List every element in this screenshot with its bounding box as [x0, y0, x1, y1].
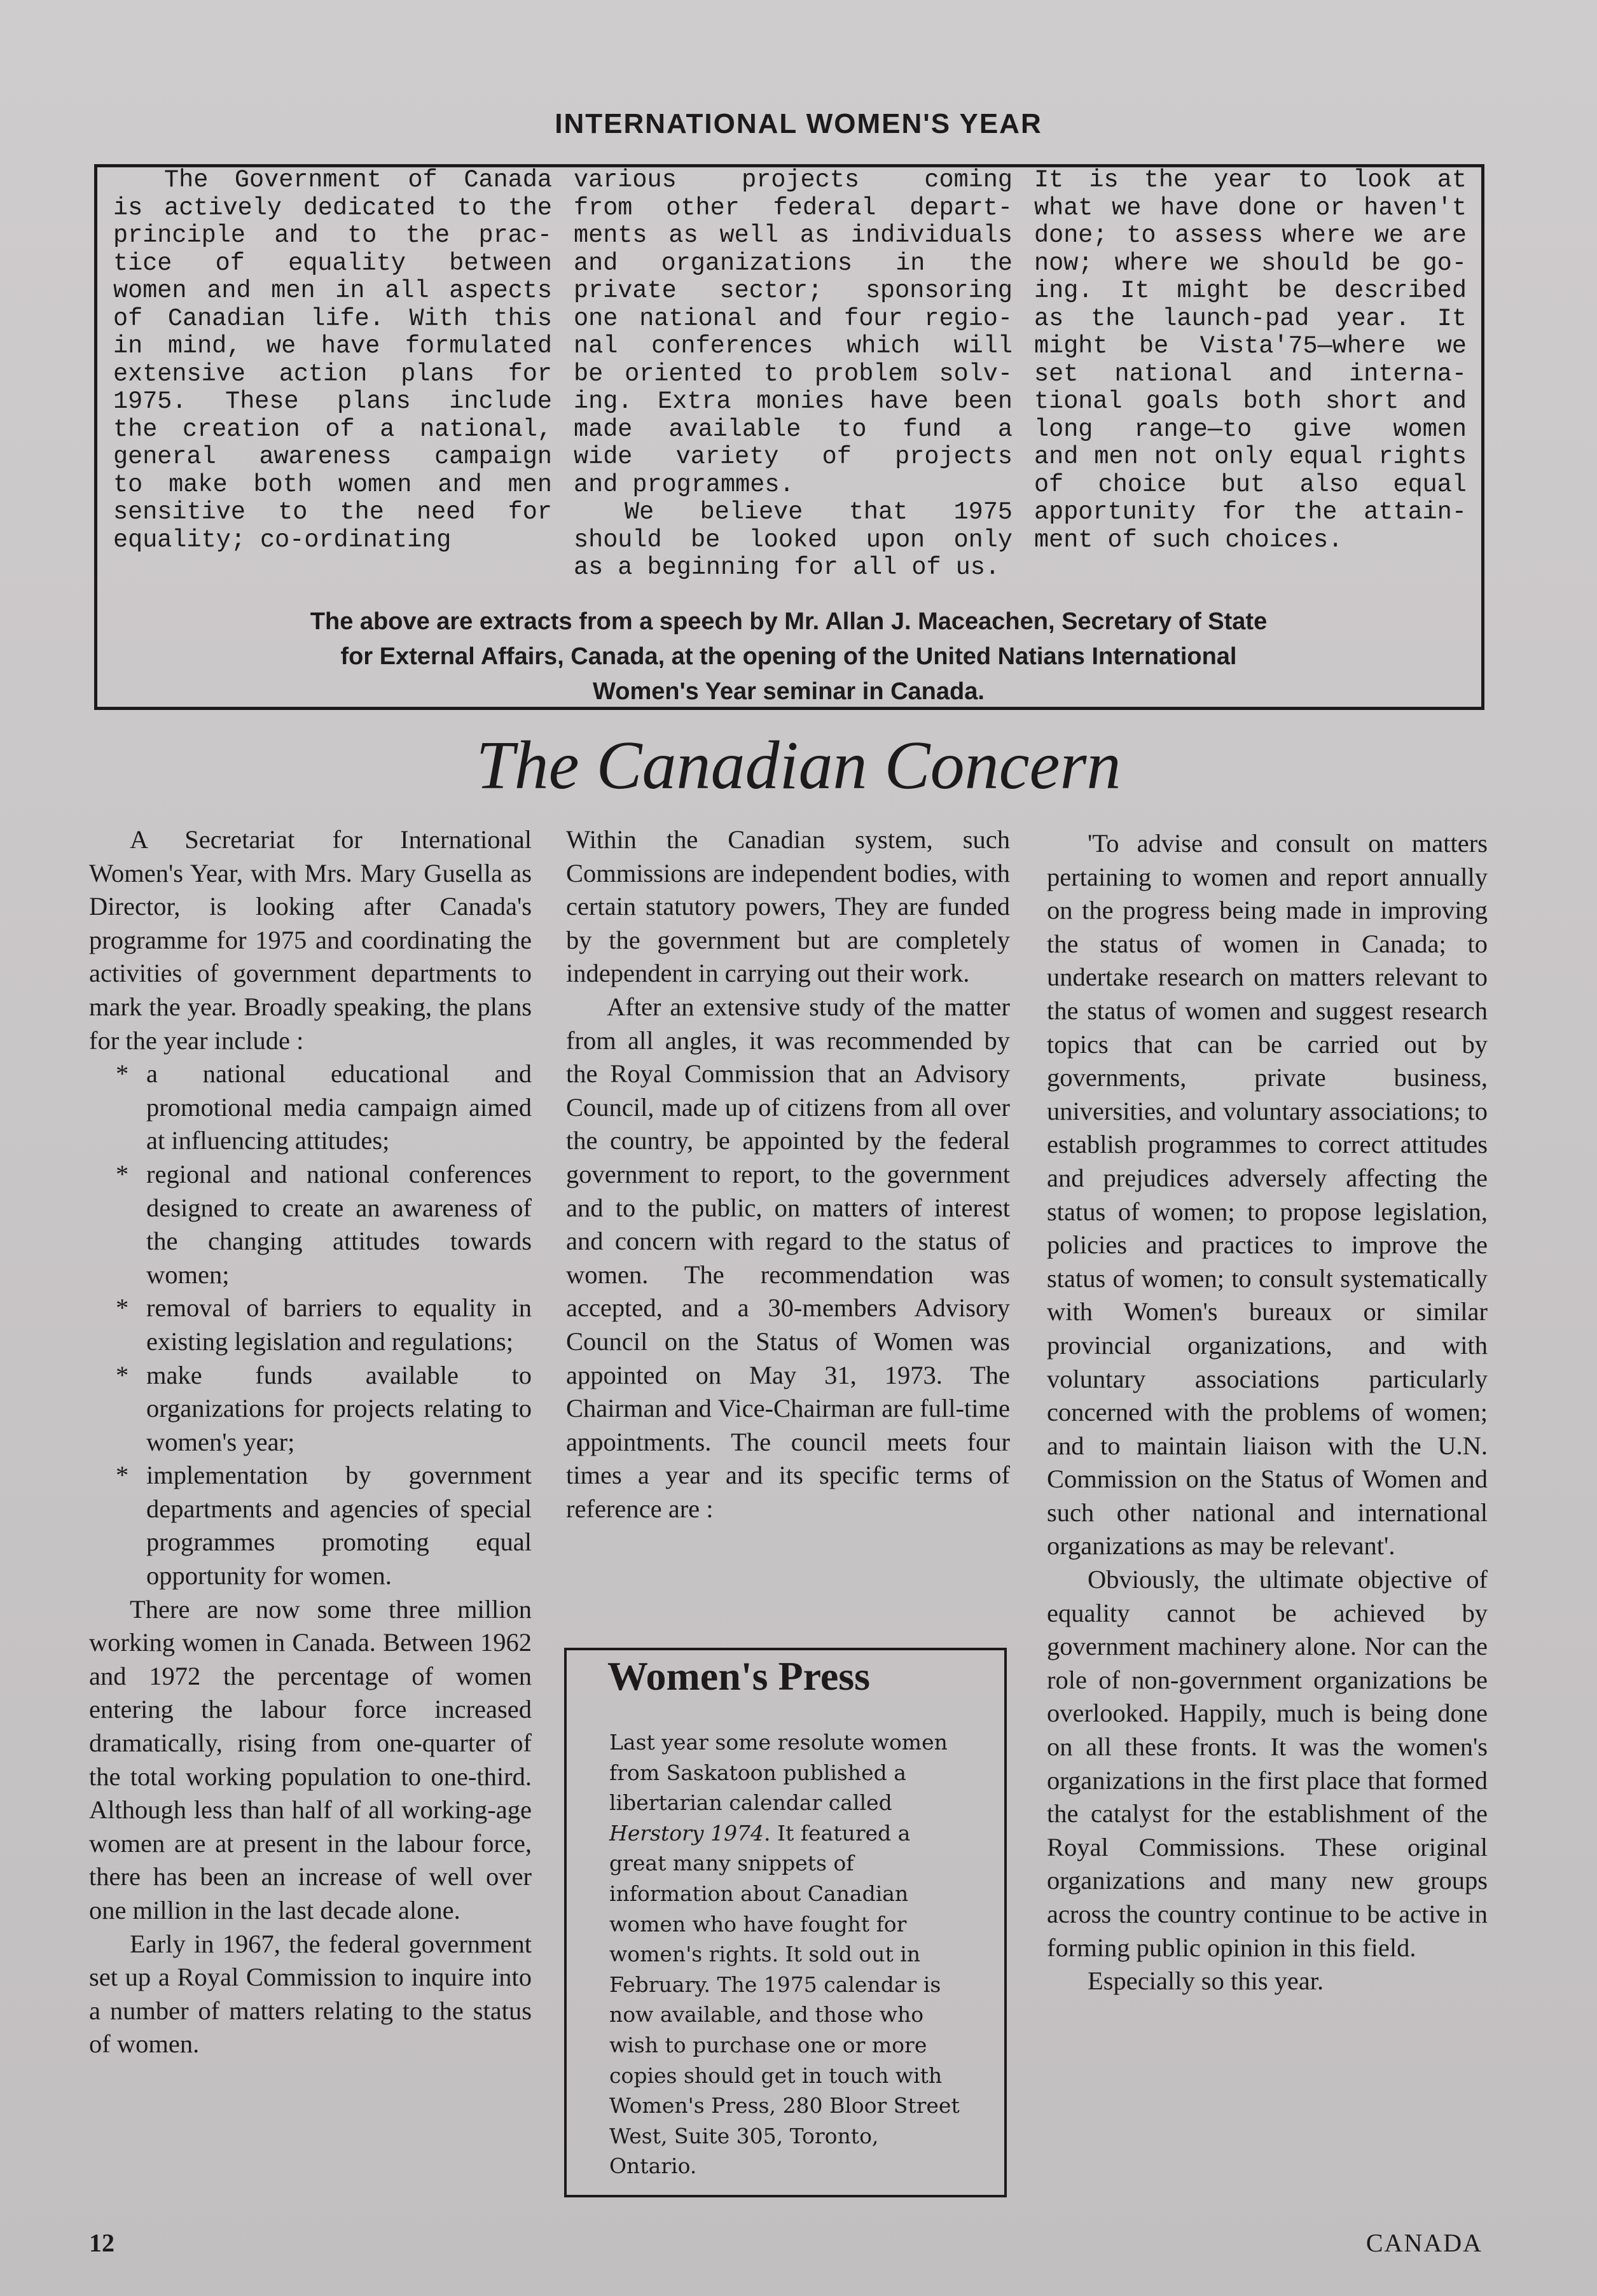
- speech-line: now; where we should be go-: [1034, 249, 1467, 277]
- article-title: The Canadian Concern: [476, 728, 1121, 804]
- sidebar-title: Women's Press: [607, 1653, 871, 1699]
- article-paragraph: Obviously, the ultimate objective of equality cannot be achieved by government machinery alone. Nor can the role of non-government organizations be overlooked. Happily, much is being done on all these fronts. It was the women's organizations in the first place that formed the catalyst for the establishment of the Royal Commissions. These original organizations and many new groups across the country continue to be active in forming public opinion in this field.: [1047, 1565, 1488, 1962]
- speech-line: set national and interna-: [1034, 359, 1467, 388]
- speech-line: long range—to give women: [1034, 415, 1467, 443]
- speech-line: tional goals both short and: [1034, 387, 1467, 415]
- speech-line: is actively dedicated to the: [113, 193, 552, 222]
- speech-line: made available to fund a: [574, 415, 1013, 443]
- page-header: INTERNATIONAL WOMEN'S YEAR: [555, 108, 1042, 139]
- speech-line: might be Vista'75—where we: [1034, 332, 1467, 360]
- list-item-text: make funds available to organizations for projects relating to women's year;: [146, 1360, 532, 1456]
- speech-line: various projects coming: [574, 166, 1013, 194]
- speech-line: The Government of Canada: [164, 166, 552, 194]
- speech-col-3: [1034, 167, 1467, 554]
- asterisk-icon: *: [116, 1159, 129, 1188]
- article-col-1: [89, 823, 532, 2061]
- article-paragraph: After an extensive study of the matter from all angles, it was recommended by the Royal Commission that an Advisory Council, made up of citizens from all over the country, be appointed by the federal government to report, to the government and to the public, on matters of interest and concern with regard to the status of women. The recommendation was accepted, and a 30-members Advisory Council on the Status of Women was appointed on May 31, 1973. The Chairman and Vice-Chairman are full-time appointments. The council meets four times a year and its specific terms of reference are :: [566, 992, 1010, 1523]
- speech-line: wide variety of projects: [574, 443, 1013, 471]
- speech-caption: [223, 604, 1355, 709]
- list-item-text: regional and national conferences designed to create an awareness of the changing attitudes towards women;: [146, 1159, 532, 1289]
- speech-line: and programmes.: [574, 470, 794, 499]
- speech-line: extensive action plans for: [113, 359, 552, 388]
- speech-line: We believe that 1975: [625, 498, 1013, 526]
- speech-caption-line: The above are extracts from a speech by Mr. Allan J. Maceachen, Secretary of State: [310, 608, 1268, 635]
- list-item: [89, 1291, 532, 1358]
- article-col-3: [1047, 827, 1488, 1998]
- speech-col-2-lines: [574, 167, 1013, 582]
- sidebar-body: [609, 1727, 965, 2181]
- speech-line: and men not only equal rights: [1034, 443, 1467, 471]
- asterisk-icon: *: [116, 1059, 129, 1089]
- speech-line: general awareness campaign: [113, 443, 552, 471]
- asterisk-icon: *: [116, 1461, 129, 1490]
- speech-line: apportunity for the attain-: [1034, 498, 1467, 526]
- speech-line: should be looked upon only: [574, 525, 1013, 554]
- plans-list: [89, 1057, 532, 1593]
- sidebar-text: Last year some resolute women from Saskatoon published a libertarian calendar called: [609, 1730, 948, 1816]
- speech-col-2: [574, 167, 1013, 582]
- speech-line: ments as well as individuals: [574, 221, 1013, 249]
- article-col-2: [566, 823, 1010, 1526]
- asterisk-icon: *: [116, 1360, 129, 1389]
- speech-line: women and men in all aspects: [113, 277, 552, 305]
- speech-line: one national and four regio-: [574, 304, 1013, 333]
- list-item-text: implementation by government departments and agencies of special programmes promoting equal opportunity for women.: [146, 1461, 532, 1590]
- speech-line: as a beginning for all of us.: [574, 553, 1000, 581]
- speech-line: as the launch-pad year. It: [1034, 304, 1467, 333]
- speech-line: principle and to the prac-: [113, 221, 552, 249]
- list-item: [89, 1158, 532, 1291]
- speech-col-1-lines: [113, 167, 552, 554]
- speech-line: private sector; sponsoring: [574, 277, 1013, 305]
- speech-line: sensitive to the need for: [113, 498, 552, 526]
- sidebar-italic-title: Herstory 1974: [609, 1820, 764, 1846]
- list-item-text: a national educational and promotional media campaign aimed at influencing attitudes;: [146, 1059, 532, 1155]
- speech-line: nal conferences which will: [574, 332, 1013, 360]
- list-item: [89, 1459, 532, 1592]
- asterisk-icon: *: [116, 1293, 129, 1323]
- speech-line: ment of such choices.: [1034, 525, 1343, 554]
- article-paragraph: Within the Canadian system, such Commissions are independent bodies, with certain statutory powers, They are funded by the government but are completely independent in carrying out their work.: [566, 825, 1010, 988]
- speech-line: It is the year to look at: [1034, 166, 1467, 194]
- sidebar-text: . It featured a great many snippets of information about Canadian women who have fought for women's rights. It sold out in February. The 1975 calendar is now available, and those who wish to purchase one or more copies should get in touch with Women's Press, 280 Bloor Street West, Suite 305, Toronto, Ontario.: [609, 1820, 960, 2179]
- speech-line: in mind, we have formulated: [113, 332, 552, 360]
- article-paragraph: Early in 1967, the federal government set up a Royal Commission to inquire into a number of matters relating to the status of women.: [89, 1929, 532, 2059]
- speech-line: the creation of a national,: [113, 415, 552, 443]
- speech-line: equality; co-ordinating: [113, 525, 452, 554]
- article-paragraph: A Secretariat for International Women's Year, with Mrs. Mary Gusella as Director, is looking after Canada's programme for 1975 and coordinating the activities of government departments to mark the year. Broadly speaking, the plans for the year include :: [89, 825, 532, 1055]
- speech-line: tice of equality between: [113, 249, 552, 277]
- speech-line: what we have done or haven't: [1034, 193, 1467, 222]
- article-paragraph: Especially so this year.: [1088, 1966, 1324, 1996]
- list-item-text: removal of barriers to equality in existing legislation and regulations;: [146, 1293, 532, 1356]
- speech-caption-line: Women's Year seminar in Canada.: [593, 678, 985, 705]
- speech-caption-line: for External Affairs, Canada, at the opening of the United Natians International: [340, 643, 1237, 670]
- page-number: 12: [89, 2229, 114, 2257]
- speech-line: and organizations in the: [574, 249, 1013, 277]
- list-item: [89, 1057, 532, 1158]
- speech-line: to make both women and men: [113, 470, 552, 499]
- speech-line: ing. Extra monies have been: [574, 387, 1013, 415]
- speech-col-1: [113, 167, 552, 554]
- speech-line: be oriented to problem solv-: [574, 359, 1013, 388]
- article-paragraph: 'To advise and consult on matters pertaining to women and report annually on the progress being made in improving the status of women in Canada; to undertake research on matters relevant to the status of women and suggest research topics that can be carried out by governments, private business, universities, and voluntary associations; to establish programmes to correct attitudes and prejudices adversely affecting the status of women; to propose legislation, policies and practices to improve the status of women; to consult systematically with Women's bureaux or similar provincial organizations, and with voluntary associations particularly concerned with the problems of women; and to maintain liaison with the U.N. Commission on the Status of Women and such other national and international organizations as may be relevant'.: [1047, 829, 1488, 1561]
- speech-line: ing. It might be described: [1034, 277, 1467, 305]
- speech-line: from other federal depart-: [574, 193, 1013, 222]
- list-item: [89, 1359, 532, 1459]
- speech-line: of Canadian life. With this: [113, 304, 552, 333]
- speech-col-3-lines: [1034, 167, 1467, 554]
- speech-line: of choice but also equal: [1034, 470, 1467, 499]
- speech-line: done; to assess where we are: [1034, 221, 1467, 249]
- article-paragraph: There are now some three million working women in Canada. Between 1962 and 1972 the percentage of women entering the labour force increased dramatically, rising from one-quarter of the total working population to one-third. Although less than half of all working-age women are at present in the labour force, there has been an increase of well over one million in the last decade alone.: [89, 1594, 532, 1924]
- speech-line: 1975. These plans include: [113, 387, 552, 415]
- section-name: CANADA: [1365, 2229, 1483, 2257]
